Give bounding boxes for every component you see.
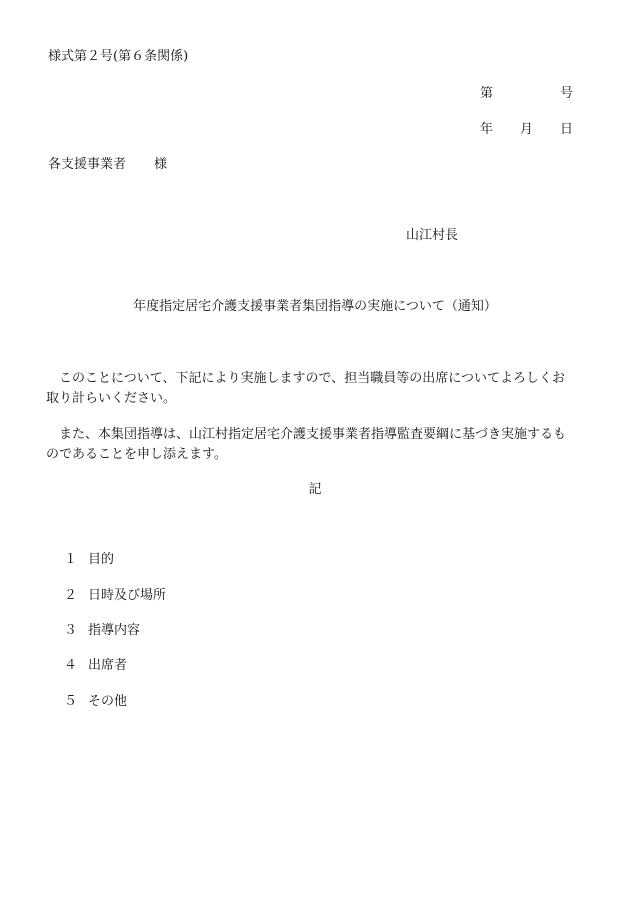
- document-title: 年度指定居宅介護支援事業者集団指導の実施について（通知）: [133, 299, 497, 314]
- list-item: [64, 553, 114, 566]
- body-paragraph-1: このことについて、下記により実施しますので、担当職員等の出席についてよろしくお取り計らいください。: [46, 371, 565, 406]
- ki-heading: 記: [308, 482, 322, 497]
- list-item-number: ５: [64, 694, 78, 709]
- date-year: 年: [480, 122, 494, 137]
- list-item-label: 日時及び場所: [88, 588, 167, 603]
- doc-number-dai: 第: [480, 86, 494, 101]
- list-item-label: 出席者: [88, 658, 128, 673]
- addressee-honorific: 様: [154, 157, 168, 172]
- list-item-label: 目的: [88, 552, 115, 567]
- list-item: [64, 695, 127, 708]
- body-paragraph-2: また、本集団指導は、山江村指定居宅介護支援事業者指導監査要綱に基づき実施するものであることを申し添えます。: [46, 427, 567, 462]
- addressee-name: 各支援事業者: [48, 157, 127, 172]
- list-item: [64, 659, 127, 672]
- list-item-number: ３: [64, 623, 78, 638]
- list-item: [64, 624, 140, 637]
- date-day: 日: [560, 122, 574, 137]
- list-item-number: １: [64, 552, 78, 567]
- date-month: 月: [520, 122, 534, 137]
- list-item: [64, 589, 166, 602]
- list-item-label: 指導内容: [88, 623, 141, 638]
- form-label: 様式第２号(第６条関係): [48, 49, 189, 64]
- list-item-label: その他: [88, 694, 128, 709]
- addressee: [48, 158, 167, 171]
- doc-number-go: 号: [560, 86, 574, 101]
- list-item-number: ２: [64, 588, 78, 603]
- list-item-number: ４: [64, 658, 78, 673]
- sender: 山江村長: [406, 228, 459, 243]
